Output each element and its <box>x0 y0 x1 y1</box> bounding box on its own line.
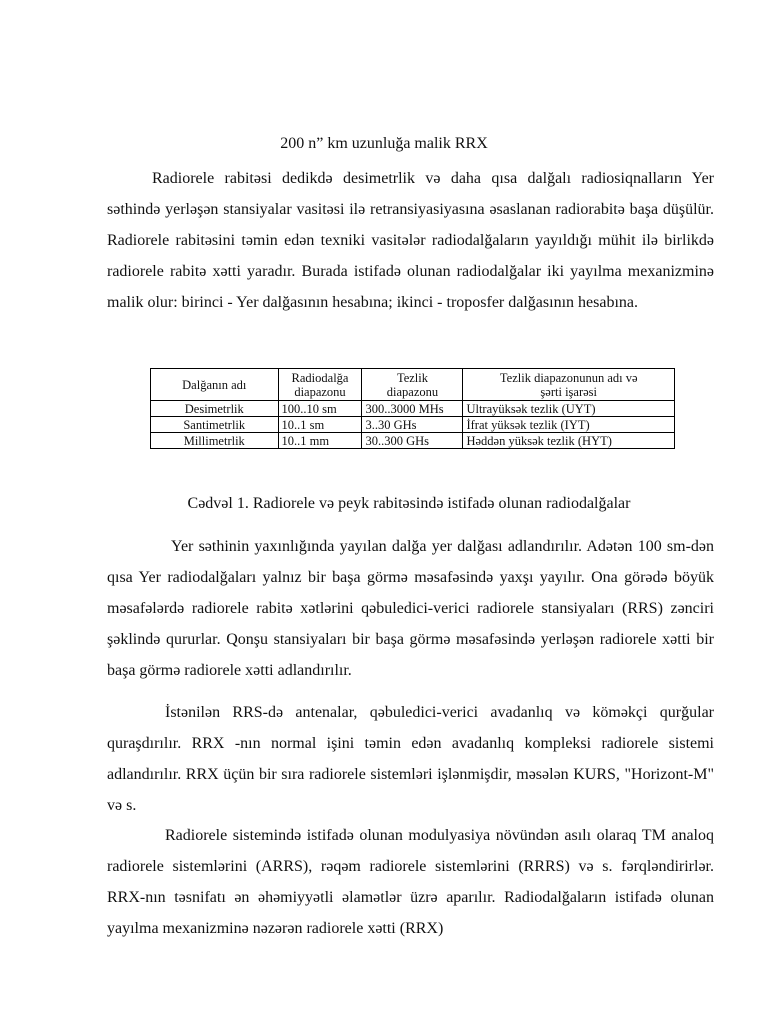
cell-wave-name: Millimetrlik <box>151 433 279 449</box>
cell-wave-band: 10..1 sm <box>278 417 362 433</box>
paragraph-rrs-equipment: İstənilən RRS-də antenalar, qəbuledici-verici avadanlıq və köməkçi qurğular quraşdırılır. RRX -nın normal işini təmin edən avadanlıq kompleksi radiorele sistemi adlandırılır. RRX üçün bir sıra radiorele sistemləri işlənmişdir, məsələn KURS, "Horizont-M" və s. <box>107 704 714 814</box>
header-wave-band <box>278 369 362 401</box>
cell-frequency-band: 3..30 GHs <box>362 417 463 433</box>
header-frequency-band-text: Tezlik diapazonu <box>386 370 439 399</box>
cell-wave-band: 10..1 mm <box>278 433 362 449</box>
paragraph-ground-wave: Yer səthinin yaxınlığında yayılan dalğa yer dalğası adlandırılır. Adətən 100 sm-dən qısa Yer radiodalğaları yalnız bir başa görmə məsafəsində yaxşı yayılır. Ona görədə böyük məsafələrdə radiorele rabitə xətlərini qəbuledici-verici radiorele stansiyaları (RRS) zənciri şəklində qururlar. Qonşu stansiyaları bir başa görmə məsafəsində yerləşən radiorele xətti bir başa görmə radiorele xətti adlandırılır. <box>107 538 714 679</box>
cell-wave-name: Desimetrlik <box>151 401 279 417</box>
table-row <box>151 433 675 449</box>
table-caption: Cədvəl 1. Radiorele və peyk rabitəsində istifadə olunan radiodalğalar <box>187 495 631 512</box>
header-frequency-band <box>362 369 463 401</box>
table-header-row <box>151 369 675 401</box>
radiowave-table <box>150 368 675 449</box>
paragraph-modulation: Radiorele sistemində istifadə olunan modulyasiya növündən asılı olaraq TM analoq radiorele sistemlərini (ARRS), rəqəm radiorele sistemlərini (RRRS) və s. fərqləndirirlər. RRX-nın təsnifatı ən əhəmiyyətli əlamətlər üzrə aparılır. Radiodalğaların istifadə olunan yayılma mexanizminə nəzərən radiorele xətti (RRX) <box>107 827 714 937</box>
cell-frequency-band: 30..300 GHs <box>362 433 463 449</box>
header-wave-band-text: Radiodalğa diapazonu <box>291 370 349 399</box>
cell-frequency-name: Həddən yüksək tezlik (HYT) <box>463 433 675 449</box>
table-row <box>151 401 675 417</box>
header-wave-name: Dalğanın adı <box>151 369 279 401</box>
table-row <box>151 417 675 433</box>
header-frequency-name <box>463 369 675 401</box>
cell-wave-name: Santimetrlik <box>151 417 279 433</box>
cell-frequency-name: Ultrayüksək tezlik (UYT) <box>463 401 675 417</box>
header-frequency-name-text: Tezlik diapazonunun adı və şərti işarəsi <box>499 370 638 399</box>
cell-wave-band: 100..10 sm <box>278 401 362 417</box>
cell-frequency-band: 300..3000 MHs <box>362 401 463 417</box>
cell-frequency-name: İfrat yüksək tezlik (IYT) <box>463 417 675 433</box>
document-title: 200 n” km uzunluğa malik RRX <box>280 135 488 152</box>
paragraph-intro: Radiorele rabitəsi dedikdə desimetrlik və daha qısa dalğalı radiosiqnalların Yer səthində yerləşən stansiyalar vasitəsi ilə retransiyasiyasına əsaslanan radiorabitə başa düşülür. Radiorele rabitəsini təmin edən texniki vasitələr radiodalğaların yayıldığı mühit ilə birlikdə radiorele rabitə xətti yaradır. Burada istifadə olunan radiodalğalar iki yayılma mexanizminə malik olur: birinci - Yer dalğasının hesabına; ikinci - troposfer dalğasının hesabına. <box>107 170 714 311</box>
